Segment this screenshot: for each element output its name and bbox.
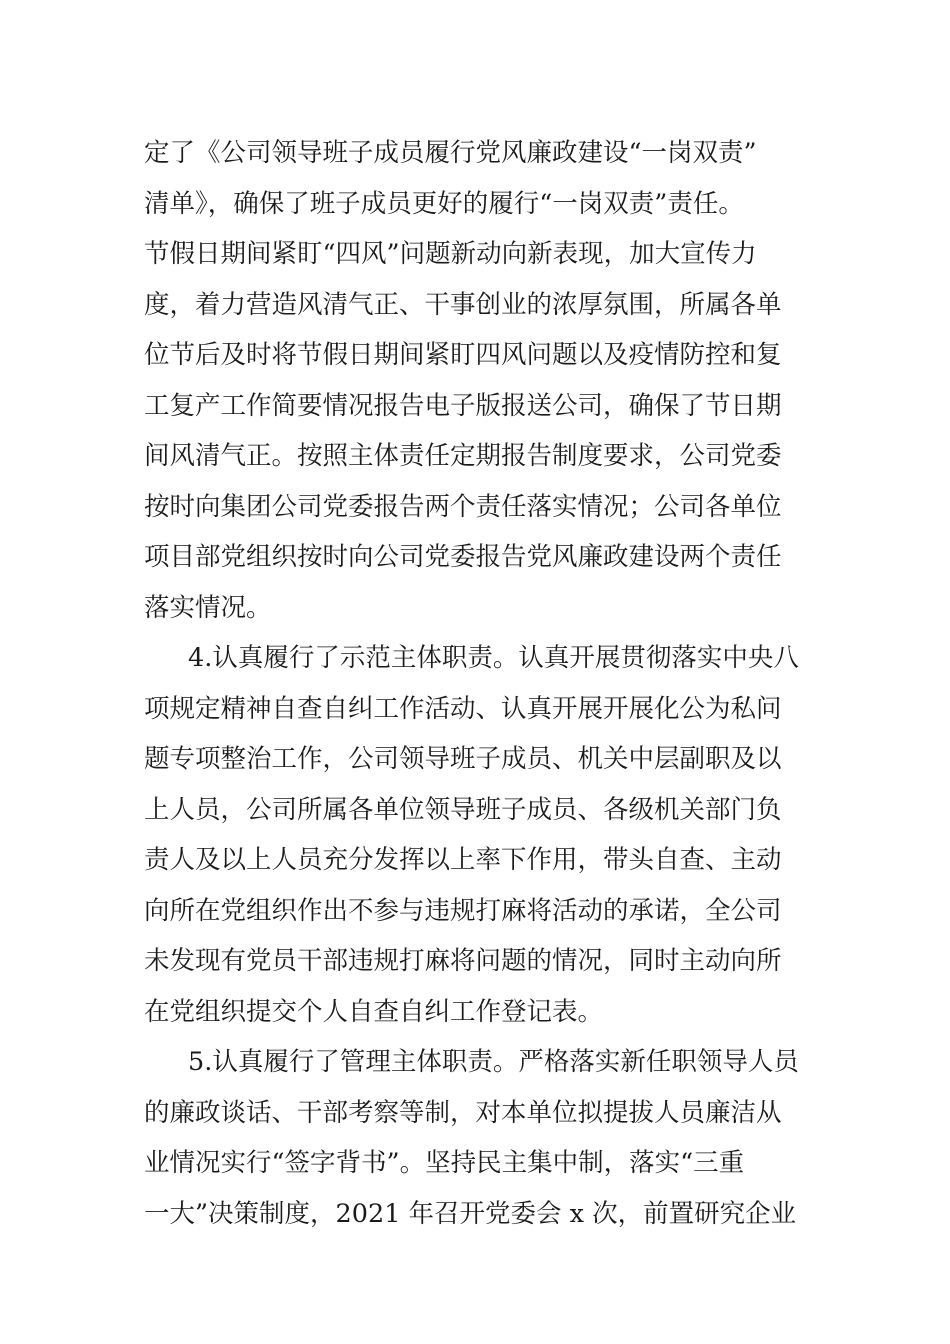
text-line: 度，着力营造风清气正、干事创业的浓厚氛围，所属各单 bbox=[144, 289, 782, 320]
text-line: 题专项整治工作，公司领导班子成员、机关中层副职及以 bbox=[144, 744, 782, 774]
text-line: 一大”决策制度，2021 年召开党委会 x 次，前置研究企业 bbox=[144, 1198, 797, 1229]
text-line: 上人员，公司所属各单位领导班子成员、各级机关部门负 bbox=[144, 794, 782, 825]
text-line: 清单》，确保了班子成员更好的履行“一岗双责”责任。 bbox=[144, 188, 744, 219]
text-line: 业情况实行“签字背书”。坚持民主集中制，落实“三重 bbox=[144, 1148, 745, 1178]
text-line: 按时向集团公司党委报告两个责任落实情况；公司各单位 bbox=[144, 491, 782, 522]
text-line: 间风清气正。按照主体责任定期报告制度要求，公司党委 bbox=[144, 441, 782, 471]
text-line: 落实情况。 bbox=[144, 592, 272, 623]
text-line: 项目部党组织按时向公司党委报告党风廉政建设两个责任 bbox=[144, 542, 782, 572]
text-line: 节假日期间紧盯“四风”问题新动向新表现，加大宣传力 bbox=[144, 239, 757, 269]
text-line: 项规定精神自查自纠工作活动、认真开展开展化公为私问 bbox=[144, 693, 782, 724]
text-line: 向所在党组织作出不参与违规打麻将活动的承诺，全公司 bbox=[144, 895, 782, 926]
paragraph-5-first-line: 5.认真履行了管理主体职责。严格落实新任职领导人员 bbox=[188, 1047, 799, 1077]
text-line: 位节后及时将节假日期间紧盯四风问题以及疫情防控和复 bbox=[144, 340, 782, 370]
document-body bbox=[144, 128, 814, 1239]
text-line: 责人及以上人员充分发挥以上率下作用，带头自查、主动 bbox=[144, 845, 782, 875]
text-line: 的廉政谈话、干部考察等制，对本单位拟提拔人员廉洁从 bbox=[144, 1097, 782, 1128]
text-line: 在党组织提交个人自查自纠工作登记表。 bbox=[144, 996, 604, 1027]
text-line: 定了《公司领导班子成员履行党风廉政建设“一岗双责” bbox=[144, 138, 757, 168]
text-line: 未发现有党员干部违规打麻将问题的情况，同时主动向所 bbox=[144, 946, 782, 976]
paragraph-4-first-line: 4.认真履行了示范主体职责。认真开展贯彻落实中央八 bbox=[188, 643, 799, 673]
text-line: 工复产工作简要情况报告电子版报送公司，确保了节日期 bbox=[144, 390, 782, 421]
